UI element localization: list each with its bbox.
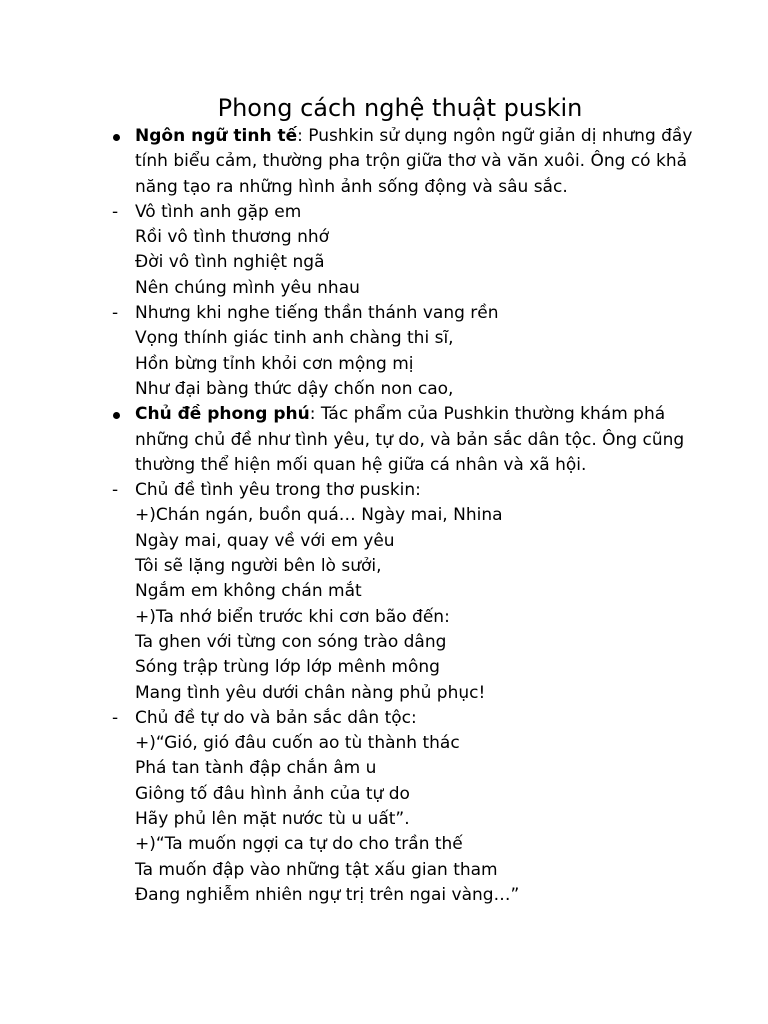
poem-line: Đời vô tình nghiệt ngã (135, 252, 325, 273)
poem-line: Sóng trập trùng lớp lớp mênh mông (135, 657, 440, 678)
bullet-heading: Chủ đề phong phú (135, 404, 310, 425)
poem-line: Phá tan tành đập chắn âm u (135, 758, 377, 779)
poem-line: +)Chán ngán, buồn quá… Ngày mai, Nhina (135, 505, 503, 526)
poem-line: Vọng thính giác tinh anh chàng thi sĩ, (135, 328, 454, 349)
bullet-marker (113, 412, 120, 419)
poem-line: Vô tình anh gặp em (135, 201, 302, 222)
poem-line: Ta ghen với từng con sóng trào dâng (135, 631, 447, 652)
poem-line: +)“Ta muốn ngợi ca tự do cho trần thế (135, 834, 463, 855)
poem-line: Tôi sẽ lặng người bên lò sưởi, (135, 556, 382, 577)
document-title: Phong cách nghệ thuật puskin (217, 94, 583, 122)
poem-line: Chủ đề tình yêu trong thơ puskin: (135, 480, 421, 501)
dash-item-love-theme (0, 478, 768, 706)
dash-marker: - (112, 707, 119, 728)
dash-item-poem-2 (0, 301, 768, 402)
dash-marker: - (112, 480, 119, 501)
poem-line: Nên chúng mình yêu nhau (135, 277, 360, 298)
poem-line: +)“Gió, gió đâu cuốn ao tù thành thác (135, 733, 460, 754)
poem-line: Hồn bừng tỉnh khỏi cơn mộng mị (135, 353, 414, 374)
poem-line: Đang nghiễm nhiên ngự trị trên ngai vàng…” (135, 884, 520, 905)
content-list (0, 124, 768, 908)
poem-line: Hãy phủ lên mặt nước tù u uất”. (135, 809, 410, 830)
poem-line: Rồi vô tình thương nhớ (135, 227, 330, 248)
poem-line: +)Ta nhớ biển trước khi cơn bão đến: (135, 606, 450, 627)
dash-marker: - (112, 201, 119, 222)
dash-item-freedom-theme (0, 706, 768, 908)
poem-line: Nhưng khi nghe tiếng thần thánh vang rền (135, 303, 499, 324)
poem-line: Mang tình yêu dưới chân nàng phủ phục! (135, 682, 486, 703)
poem-line: Ngày mai, quay về với em yêu (135, 530, 395, 551)
bullet-text: : Tác phẩm của Pushkin thường khám phá những chủ đề như tình yêu, tự do, và bản sắc dân tộc. Ông cũng thường thể hiện mối quan hệ giữa cá nhân và xã hội. (135, 404, 685, 475)
bullet-item-language (0, 124, 768, 200)
bullet-paragraph (135, 402, 708, 478)
poem-line: Giông tố đâu hình ảnh của tự do (135, 783, 410, 804)
bullet-marker (113, 134, 120, 141)
poem-line: Ngắm em không chán mắt (135, 581, 362, 602)
dash-marker: - (112, 303, 119, 324)
poem-line: Chủ đề tự do và bản sắc dân tộc: (135, 707, 417, 728)
bullet-item-themes (0, 402, 768, 478)
poem-line: Như đại bàng thức dậy chốn non cao, (135, 378, 454, 399)
bullet-paragraph (135, 124, 708, 200)
dash-item-poem-1 (0, 200, 768, 301)
bullet-text: : Pushkin sử dụng ngôn ngữ giản dị nhưng đầy tính biểu cảm, thường pha trộn giữa thơ và văn xuôi. Ông có khả năng tạo ra những hình ảnh sống động và sâu sắc. (135, 126, 693, 197)
poem-line: Ta muốn đập vào những tật xấu gian tham (135, 859, 498, 880)
bullet-heading: Ngôn ngữ tinh tế (135, 126, 298, 146)
